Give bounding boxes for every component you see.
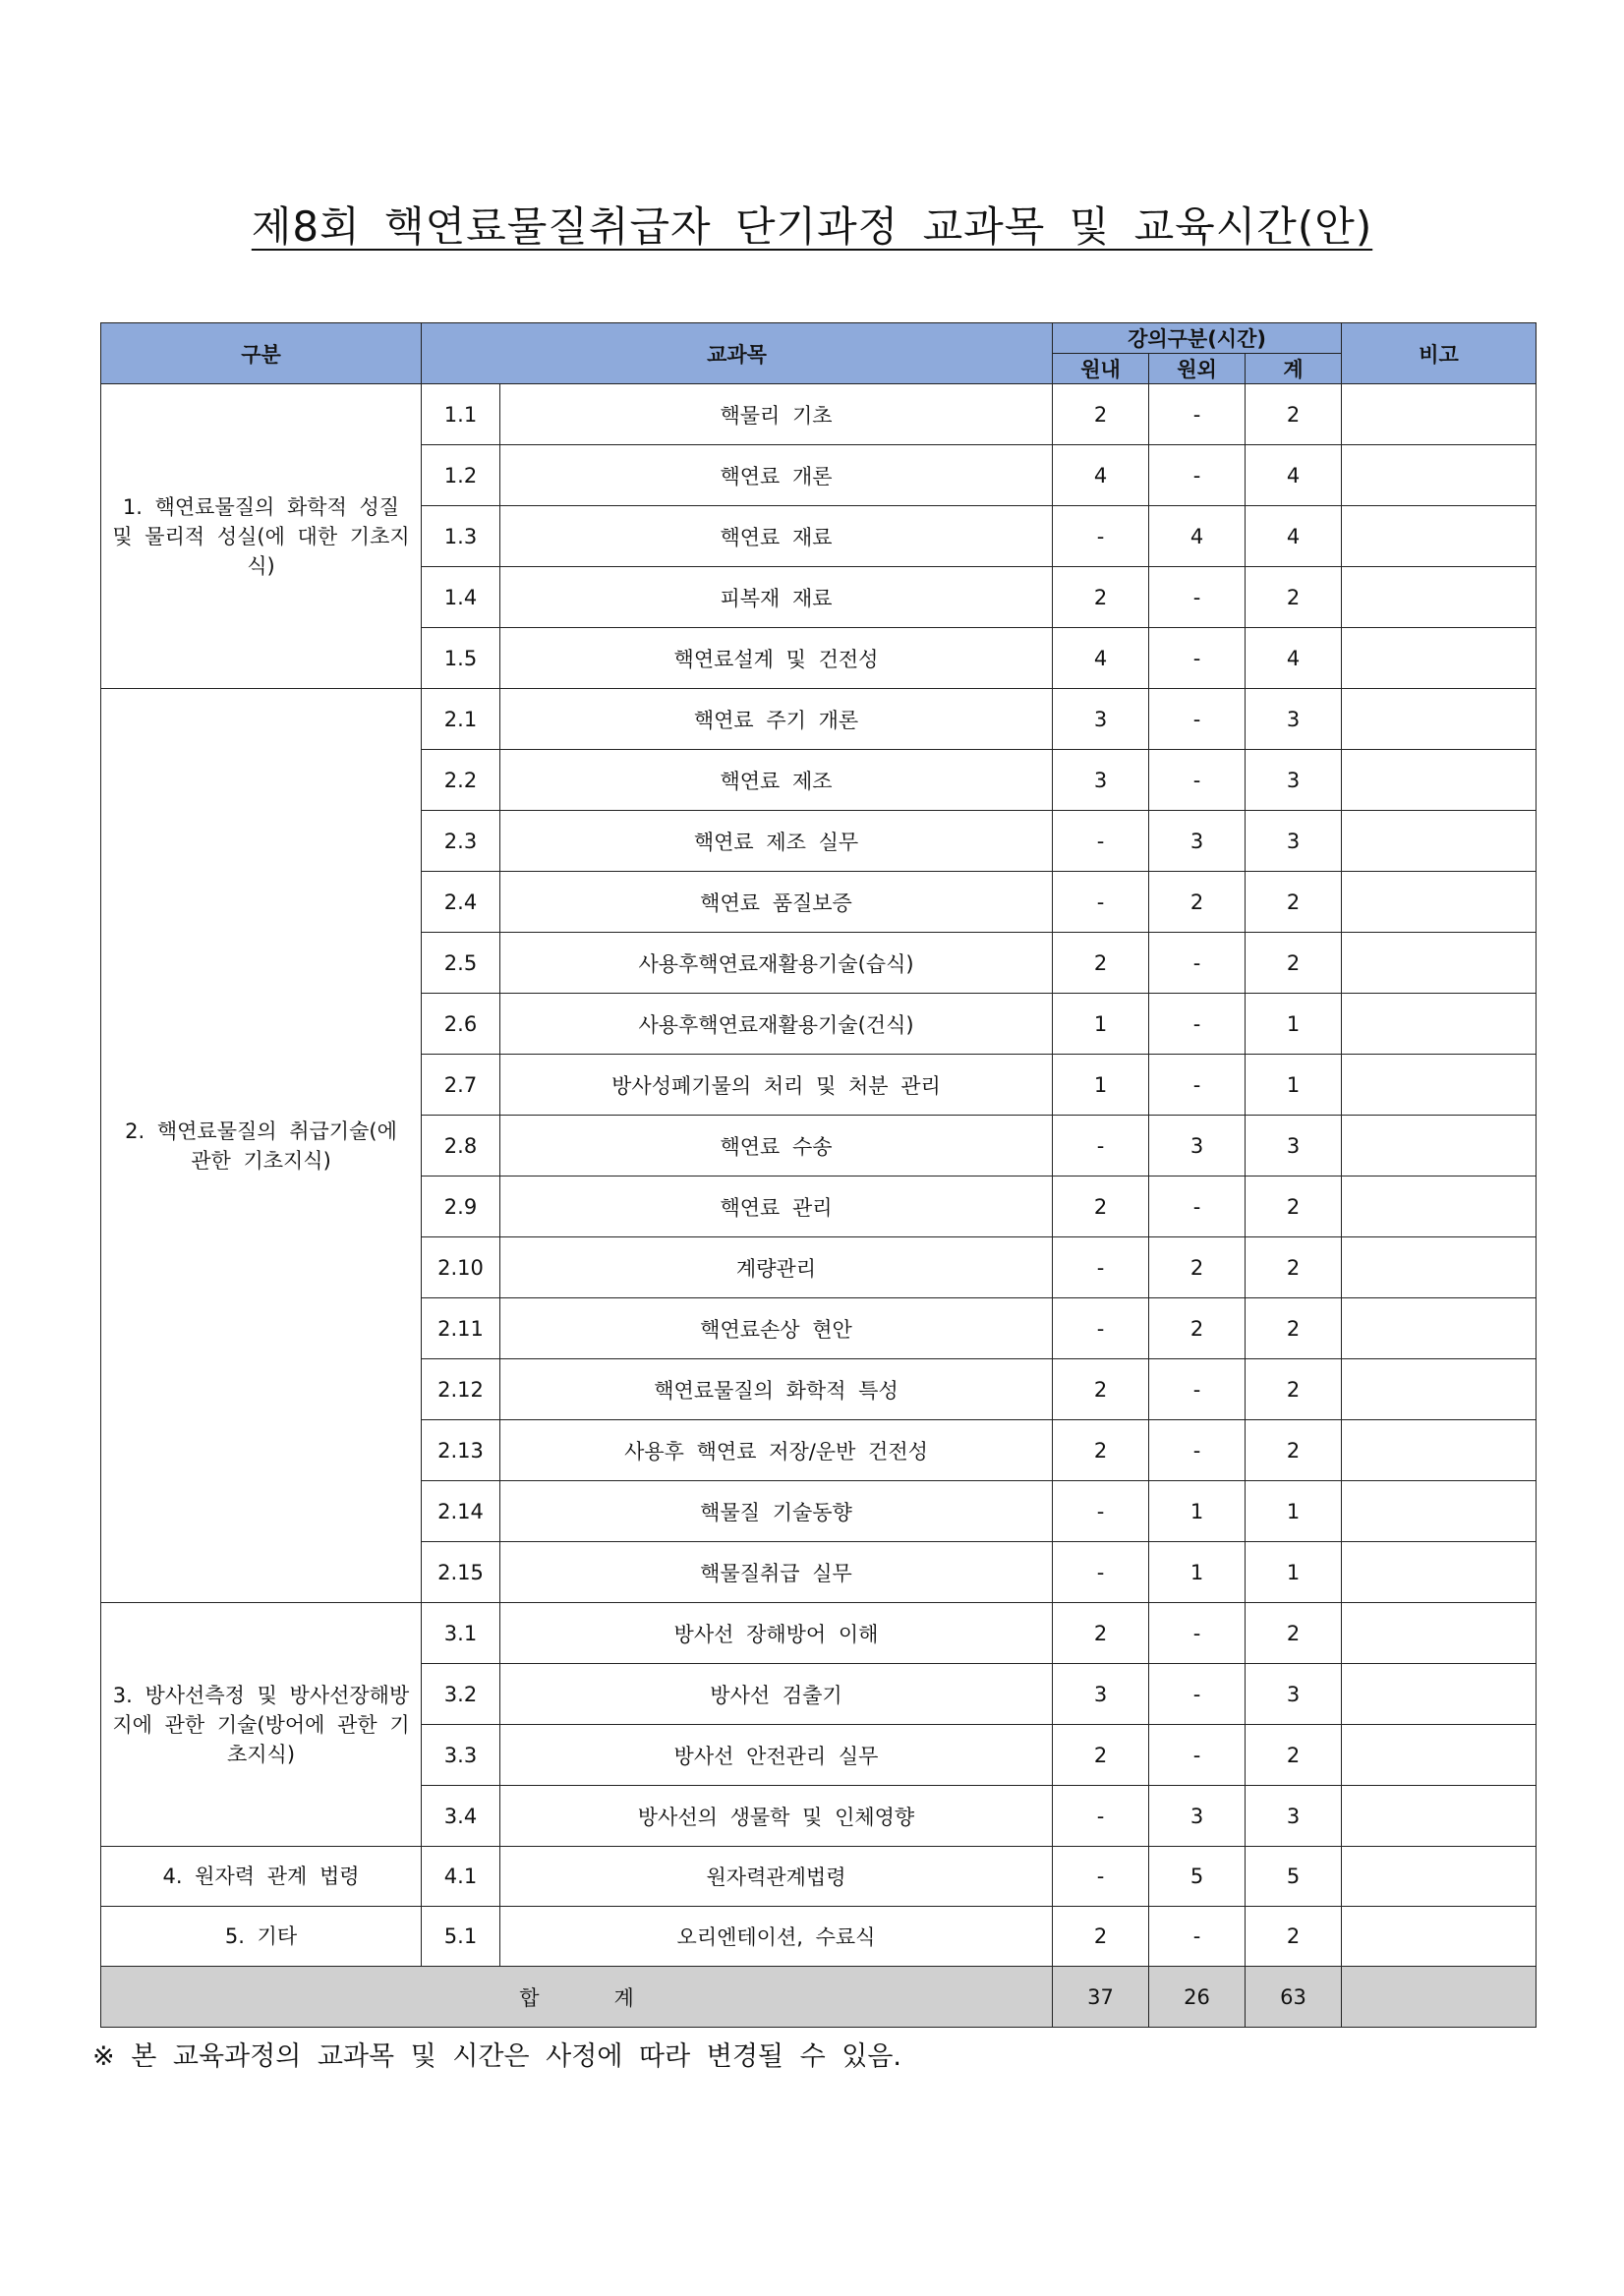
internal-hours-cell: 2 (1053, 1907, 1149, 1967)
remarks-cell (1342, 384, 1537, 445)
subject-number-cell: 1.1 (422, 384, 500, 445)
subject-number-cell: 2.13 (422, 1420, 500, 1481)
table-body (101, 384, 1537, 2028)
subject-name-cell: 사용후핵연료재활용기술(습식) (500, 933, 1053, 994)
total-hours-cell: 1 (1246, 1055, 1342, 1116)
subject-number-cell: 2.12 (422, 1359, 500, 1420)
total-hours-cell: 1 (1246, 1481, 1342, 1542)
external-hours-cell: - (1149, 994, 1246, 1055)
table-header (101, 323, 1537, 384)
header-total: 계 (1246, 354, 1342, 384)
remarks-cell (1342, 872, 1537, 933)
footnote: ※ 본 교육과정의 교과목 및 시간은 사정에 따라 변경될 수 있음. (92, 2041, 901, 2072)
subject-name-cell: 핵연료 품질보증 (500, 872, 1053, 933)
remarks-cell (1342, 445, 1537, 506)
total-hours-cell: 2 (1246, 1420, 1342, 1481)
external-hours-cell: - (1149, 1603, 1246, 1664)
remarks-cell (1342, 1664, 1537, 1725)
internal-hours-cell: 2 (1053, 1359, 1149, 1420)
subject-number-cell: 3.1 (422, 1603, 500, 1664)
subject-name-cell: 핵물리 기초 (500, 384, 1053, 445)
table-row (101, 1907, 1537, 1967)
category-cell: 4. 원자력 관계 법령 (101, 1847, 422, 1907)
subject-number-cell: 2.11 (422, 1298, 500, 1359)
subject-name-cell: 핵연료 제조 (500, 750, 1053, 811)
table-row (101, 689, 1537, 750)
external-hours-cell: - (1149, 750, 1246, 811)
remarks-cell (1342, 750, 1537, 811)
remarks-cell (1342, 1298, 1537, 1359)
remarks-cell (1342, 1177, 1537, 1237)
external-hours-cell: 2 (1149, 1298, 1246, 1359)
total-hours-cell: 2 (1246, 1359, 1342, 1420)
remarks-cell (1342, 1055, 1537, 1116)
subject-number-cell: 2.1 (422, 689, 500, 750)
external-hours-cell: - (1149, 689, 1246, 750)
subject-number-cell: 5.1 (422, 1907, 500, 1967)
external-hours-cell: - (1149, 567, 1246, 628)
internal-hours-cell: 2 (1053, 1725, 1149, 1786)
subject-number-cell: 2.10 (422, 1237, 500, 1298)
table-row (101, 384, 1537, 445)
internal-hours-cell: 1 (1053, 1055, 1149, 1116)
external-hours-cell: 1 (1149, 1542, 1246, 1603)
external-hours-cell: 2 (1149, 1237, 1246, 1298)
remarks-cell (1342, 506, 1537, 567)
external-hours-cell: - (1149, 1420, 1246, 1481)
total-hours-cell: 4 (1246, 506, 1342, 567)
internal-hours-cell: 2 (1053, 933, 1149, 994)
header-category: 구분 (101, 323, 422, 384)
remarks-cell (1342, 811, 1537, 872)
external-hours-cell: - (1149, 933, 1246, 994)
total-hours-cell: 2 (1246, 872, 1342, 933)
subject-number-cell: 2.5 (422, 933, 500, 994)
internal-hours-cell: - (1053, 1786, 1149, 1847)
external-hours-cell: 3 (1149, 1116, 1246, 1177)
external-hours-cell: 4 (1149, 506, 1246, 567)
internal-hours-cell: 2 (1053, 384, 1149, 445)
totals-remarks (1342, 1967, 1537, 2028)
subject-number-cell: 2.2 (422, 750, 500, 811)
total-hours-cell: 4 (1246, 445, 1342, 506)
category-cell: 5. 기타 (101, 1907, 422, 1967)
subject-name-cell: 방사선의 생물학 및 인체영향 (500, 1786, 1053, 1847)
remarks-cell (1342, 1237, 1537, 1298)
external-hours-cell: 1 (1149, 1481, 1246, 1542)
subject-number-cell: 2.9 (422, 1177, 500, 1237)
header-remarks: 비고 (1342, 323, 1537, 384)
remarks-cell (1342, 933, 1537, 994)
subject-number-cell: 2.14 (422, 1481, 500, 1542)
total-hours-cell: 3 (1246, 750, 1342, 811)
external-hours-cell: - (1149, 1177, 1246, 1237)
internal-hours-cell: - (1053, 1847, 1149, 1907)
subject-name-cell: 방사선 검출기 (500, 1664, 1053, 1725)
subject-name-cell: 핵물질 기술동향 (500, 1481, 1053, 1542)
internal-hours-cell: - (1053, 1481, 1149, 1542)
internal-hours-cell: - (1053, 872, 1149, 933)
page-title: 제8회 핵연료물질취급자 단기과정 교과목 및 교육시간(안) (251, 202, 1373, 251)
header-subject: 교과목 (422, 323, 1053, 384)
subject-name-cell: 방사성폐기물의 처리 및 처분 관리 (500, 1055, 1053, 1116)
subject-number-cell: 3.4 (422, 1786, 500, 1847)
external-hours-cell: - (1149, 445, 1246, 506)
category-cell: 1. 핵연료물질의 화학적 성질 및 물리적 성실(에 대한 기초지식) (101, 384, 422, 689)
external-hours-cell: - (1149, 1725, 1246, 1786)
subject-number-cell: 2.3 (422, 811, 500, 872)
total-hours-cell: 2 (1246, 1298, 1342, 1359)
subject-name-cell: 사용후핵연료재활용기술(건식) (500, 994, 1053, 1055)
internal-hours-cell: - (1053, 506, 1149, 567)
totals-external: 26 (1149, 1967, 1246, 2028)
table-row (101, 1603, 1537, 1664)
internal-hours-cell: 3 (1053, 1664, 1149, 1725)
subject-number-cell: 1.3 (422, 506, 500, 567)
subject-name-cell: 계량관리 (500, 1237, 1053, 1298)
subject-name-cell: 오리엔테이션, 수료식 (500, 1907, 1053, 1967)
remarks-cell (1342, 1542, 1537, 1603)
external-hours-cell: - (1149, 1664, 1246, 1725)
subject-name-cell: 방사선 장해방어 이해 (500, 1603, 1053, 1664)
remarks-cell (1342, 689, 1537, 750)
total-hours-cell: 2 (1246, 384, 1342, 445)
remarks-cell (1342, 1725, 1537, 1786)
subject-number-cell: 3.3 (422, 1725, 500, 1786)
external-hours-cell: - (1149, 1055, 1246, 1116)
total-hours-cell: 2 (1246, 1177, 1342, 1237)
internal-hours-cell: - (1053, 1116, 1149, 1177)
total-hours-cell: 1 (1246, 994, 1342, 1055)
external-hours-cell: 5 (1149, 1847, 1246, 1907)
remarks-cell (1342, 1481, 1537, 1542)
subject-number-cell: 4.1 (422, 1847, 500, 1907)
subject-name-cell: 사용후 핵연료 저장/운반 건전성 (500, 1420, 1053, 1481)
header-lecture-type: 강의구분(시간) (1053, 323, 1342, 354)
totals-internal: 37 (1053, 1967, 1149, 2028)
remarks-cell (1342, 1420, 1537, 1481)
subject-name-cell: 핵연료 주기 개론 (500, 689, 1053, 750)
header-external: 원외 (1149, 354, 1246, 384)
remarks-cell (1342, 1603, 1537, 1664)
external-hours-cell: - (1149, 384, 1246, 445)
total-hours-cell: 3 (1246, 1664, 1342, 1725)
subject-number-cell: 1.2 (422, 445, 500, 506)
internal-hours-cell: 1 (1053, 994, 1149, 1055)
external-hours-cell: 3 (1149, 811, 1246, 872)
total-hours-cell: 2 (1246, 567, 1342, 628)
external-hours-cell: - (1149, 1359, 1246, 1420)
remarks-cell (1342, 1116, 1537, 1177)
subject-name-cell: 핵연료 수송 (500, 1116, 1053, 1177)
remarks-cell (1342, 1359, 1537, 1420)
category-cell: 2. 핵연료물질의 취급기술(에 관한 기초지식) (101, 689, 422, 1603)
total-hours-cell: 3 (1246, 811, 1342, 872)
totals-total: 63 (1246, 1967, 1342, 2028)
totals-row (101, 1967, 1537, 2028)
total-hours-cell: 2 (1246, 1725, 1342, 1786)
remarks-cell (1342, 1786, 1537, 1847)
internal-hours-cell: 4 (1053, 445, 1149, 506)
total-hours-cell: 4 (1246, 628, 1342, 689)
remarks-cell (1342, 1847, 1537, 1907)
subject-name-cell: 핵연료 제조 실무 (500, 811, 1053, 872)
subject-name-cell: 핵연료물질의 화학적 특성 (500, 1359, 1053, 1420)
total-hours-cell: 2 (1246, 933, 1342, 994)
subject-number-cell: 2.7 (422, 1055, 500, 1116)
subject-name-cell: 핵물질취급 실무 (500, 1542, 1053, 1603)
remarks-cell (1342, 567, 1537, 628)
internal-hours-cell: - (1053, 1542, 1149, 1603)
subject-number-cell: 2.6 (422, 994, 500, 1055)
internal-hours-cell: 4 (1053, 628, 1149, 689)
total-hours-cell: 3 (1246, 1116, 1342, 1177)
remarks-cell (1342, 1907, 1537, 1967)
internal-hours-cell: 2 (1053, 567, 1149, 628)
totals-label: 합 계 (101, 1967, 1053, 2028)
subject-name-cell: 피복재 재료 (500, 567, 1053, 628)
total-hours-cell: 5 (1246, 1847, 1342, 1907)
internal-hours-cell: 2 (1053, 1603, 1149, 1664)
external-hours-cell: - (1149, 1907, 1246, 1967)
subject-number-cell: 2.4 (422, 872, 500, 933)
subject-name-cell: 핵연료 재료 (500, 506, 1053, 567)
total-hours-cell: 2 (1246, 1603, 1342, 1664)
subject-name-cell: 원자력관계법령 (500, 1847, 1053, 1907)
total-hours-cell: 1 (1246, 1542, 1342, 1603)
internal-hours-cell: 2 (1053, 1420, 1149, 1481)
external-hours-cell: - (1149, 628, 1246, 689)
total-hours-cell: 3 (1246, 1786, 1342, 1847)
subject-name-cell: 핵연료 개론 (500, 445, 1053, 506)
external-hours-cell: 2 (1149, 872, 1246, 933)
internal-hours-cell: 3 (1053, 750, 1149, 811)
curriculum-table (100, 322, 1537, 2028)
remarks-cell (1342, 994, 1537, 1055)
header-internal: 원내 (1053, 354, 1149, 384)
subject-name-cell: 핵연료설계 및 건전성 (500, 628, 1053, 689)
internal-hours-cell: - (1053, 1298, 1149, 1359)
remarks-cell (1342, 628, 1537, 689)
subject-name-cell: 핵연료손상 현안 (500, 1298, 1053, 1359)
subject-number-cell: 2.8 (422, 1116, 500, 1177)
external-hours-cell: 3 (1149, 1786, 1246, 1847)
internal-hours-cell: 3 (1053, 689, 1149, 750)
internal-hours-cell: - (1053, 811, 1149, 872)
total-hours-cell: 3 (1246, 689, 1342, 750)
total-hours-cell: 2 (1246, 1237, 1342, 1298)
internal-hours-cell: 2 (1053, 1177, 1149, 1237)
internal-hours-cell: - (1053, 1237, 1149, 1298)
subject-number-cell: 2.15 (422, 1542, 500, 1603)
subject-name-cell: 핵연료 관리 (500, 1177, 1053, 1237)
total-hours-cell: 2 (1246, 1907, 1342, 1967)
subject-number-cell: 1.4 (422, 567, 500, 628)
subject-number-cell: 3.2 (422, 1664, 500, 1725)
subject-name-cell: 방사선 안전관리 실무 (500, 1725, 1053, 1786)
table-row (101, 1847, 1537, 1907)
category-cell: 3. 방사선측정 및 방사선장해방지에 관한 기술(방어에 관한 기초지식) (101, 1603, 422, 1847)
subject-number-cell: 1.5 (422, 628, 500, 689)
